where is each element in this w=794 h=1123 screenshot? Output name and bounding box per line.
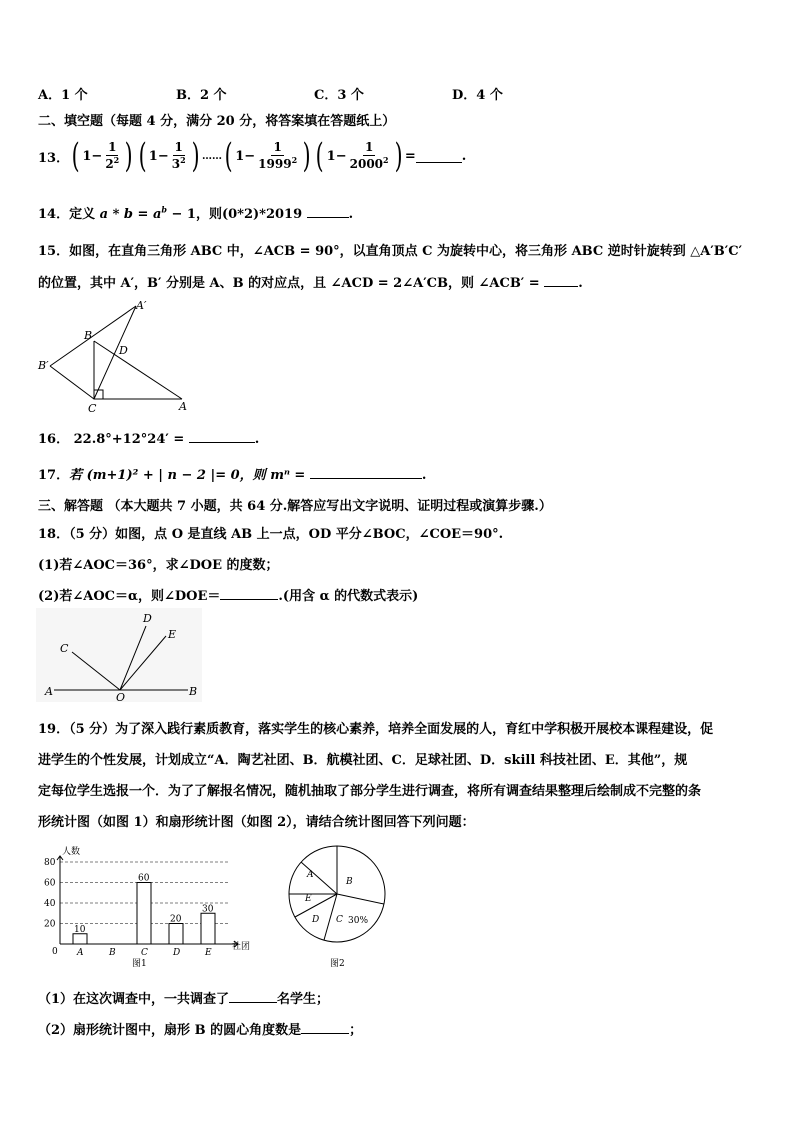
label-a-prime: A′ xyxy=(136,299,147,312)
q16-answer-blank[interactable] xyxy=(189,429,255,443)
q13-dots: …… xyxy=(201,150,222,162)
question-19-sub1: （1）在这次调查中，一共调查了 名学生； xyxy=(38,988,329,1007)
question-17: 17．若 (m+1)² + | n − 2 |= 0，则 mⁿ = . xyxy=(38,464,426,483)
question-16: 16． 22.8°+12°24′ = . xyxy=(38,428,259,447)
q13-fraction-1: $\frac{1}{2^2}$ xyxy=(105,140,120,171)
bar-category-label: B xyxy=(109,948,116,958)
figure-15-triangle xyxy=(30,296,200,416)
section3-title: 三、解答题 （本大题共 7 小题，共 64 分.解答应写出文字说明、证明过程或演算步骤.） xyxy=(38,499,552,514)
q13-number: 13． xyxy=(38,150,70,166)
question-15-line2: 的位置，其中 A′，B′ 分别是 A、B 的对应点，且 ∠ACD = 2∠A′CB，则 ∠ACB′ = . xyxy=(38,272,583,291)
bar-chart-y-tick-label: 40 xyxy=(44,899,56,909)
pie-label-a: A xyxy=(307,870,314,880)
paren-open: ( xyxy=(71,136,80,176)
label-c: C xyxy=(88,402,97,415)
label-a: A xyxy=(45,685,53,698)
bar-chart-y-tick-label: 80 xyxy=(44,858,56,868)
pie-chart-figure-2 xyxy=(280,842,400,972)
segment-b1a1 xyxy=(50,306,136,366)
bar-category-label: A xyxy=(77,948,84,958)
bar-c xyxy=(137,883,151,945)
figure-18-angles xyxy=(36,608,202,702)
question-19-line2: 进学生的个性发展，计划成立“A．陶艺社团、B．航模社团、C．足球社团、D．skill 科技社团、E．其他”，规 xyxy=(38,753,688,768)
pie-divider xyxy=(337,894,384,904)
question-13: 13． ( 1 − $\frac{1}{2^2}$ ) ( 1 − $\frac{1}{3^2}$ ) …… ( 1 − $\frac{1}{1999^2}$ ) ( 1 − $\frac{1}{2000^2}$ ) = . xyxy=(38,136,467,176)
label-b: B xyxy=(189,685,198,698)
question-18-part1: (1)若∠AOC＝36°，求∠DOE 的度数； xyxy=(38,558,279,573)
bar-chart-y-tick-label: 20 xyxy=(44,919,56,930)
bar-category-label: E xyxy=(205,948,212,958)
q15-answer-blank[interactable] xyxy=(544,273,578,287)
q13-fraction-4: $\frac{1}{2000^2}$ xyxy=(349,140,389,171)
pie-label-e: E xyxy=(305,894,312,904)
figure-background xyxy=(36,608,202,702)
option-c: C．3 个 xyxy=(314,88,364,103)
question-19-line4: 形统计图（如图 1）和扇形统计图（如图 2），请结合统计图回答下列问题： xyxy=(38,815,475,830)
question-19-sub2: （2）扇形统计图中，扇形 B 的圆心角度数是 ； xyxy=(38,1019,362,1038)
bar-e xyxy=(201,913,215,944)
label-b: B xyxy=(84,329,93,342)
q17-answer-blank[interactable] xyxy=(310,465,422,479)
label-c: C xyxy=(60,642,69,655)
pie-label-c-percent: 30% xyxy=(348,916,369,926)
bar-data-label: 60 xyxy=(138,873,150,884)
paren-close: ) xyxy=(124,136,133,176)
q19-sub1-answer-blank[interactable] xyxy=(229,989,277,1003)
bar-chart-title: 图1 xyxy=(132,959,147,969)
bar-data-label: 10 xyxy=(74,924,86,935)
bar-chart-y-tick-label: 60 xyxy=(44,878,56,889)
bar-data-label: 30 xyxy=(202,904,214,915)
bar-category-label: D xyxy=(173,948,181,958)
q13-answer-blank[interactable] xyxy=(416,149,462,163)
bar-d xyxy=(169,924,183,945)
pie-label-b: B xyxy=(346,877,353,887)
q13-fraction-3: $\frac{1}{1999^2}$ xyxy=(258,140,298,171)
q18-answer-blank[interactable] xyxy=(220,586,278,600)
label-b-prime: B′ xyxy=(38,359,49,372)
segment-cb1 xyxy=(50,366,94,399)
label-e: E xyxy=(168,628,177,641)
question-14: 14．定义 $a * b = a^b - 1$，则(0*2)*2019 . xyxy=(38,204,354,222)
label-o: O xyxy=(116,691,126,702)
question-19-line1: 19．（5 分）为了深入践行素质教育，落实学生的核心素养，培养全面发展的人，育红中学积极开展校本课程建设，促 xyxy=(38,722,714,737)
q14-answer-blank[interactable] xyxy=(307,204,349,218)
option-d: D．4 个 xyxy=(452,88,503,103)
pie-label-c: C xyxy=(336,915,343,925)
bar-chart-y-label: 人数 xyxy=(62,847,81,857)
pie-divider xyxy=(295,894,337,917)
question-15-line1: 15．如图，在直角三角形 ABC 中，∠ACB = 90°，以直角顶点 C 为旋转中心，将三角形 ABC 逆时针旋转到 △A′B′C′ xyxy=(38,244,742,259)
label-d: D xyxy=(143,612,152,625)
question-18-part2: (2)若∠AOC＝α，则∠DOE＝ .(用含 α 的代数式表示) xyxy=(38,585,418,604)
q13-minus: − xyxy=(91,148,103,164)
paren-open: ( xyxy=(138,136,147,176)
pie-chart-title: 图2 xyxy=(330,959,345,969)
label-d: D xyxy=(119,344,128,357)
bar-category-label: C xyxy=(141,948,148,958)
q19-sub2-answer-blank[interactable] xyxy=(301,1020,349,1034)
q13-fraction-2: $\frac{1}{3^2}$ xyxy=(171,140,186,171)
section2-title: 二、填空题（每题 4 分，满分 20 分，将答案填在答题纸上） xyxy=(38,114,396,129)
bar-a xyxy=(73,934,87,944)
q13-equals: = xyxy=(404,148,416,164)
bar-chart-y-tick-label: 0 xyxy=(52,947,58,957)
option-b: B．2 个 xyxy=(176,88,227,103)
option-a: A．1 个 xyxy=(38,88,88,103)
bar-chart-x-label: 社团 xyxy=(232,942,251,952)
question-19-line3: 定每位学生选报一个．为了了解报名情况，随机抽取了部分学生进行调查，将所有调查结果整理后绘制成不完整的条 xyxy=(38,784,702,799)
right-angle-mark xyxy=(94,390,103,399)
bar-data-label: 20 xyxy=(170,914,182,925)
label-a: A xyxy=(179,400,187,413)
segment-ca1 xyxy=(94,306,136,399)
q13-one: 1 xyxy=(82,148,92,164)
pie-label-d: D xyxy=(312,915,320,925)
question-18-line1: 18．（5 分）如图，点 O 是直线 AB 上一点，OD 平分∠BOC，∠COE＝90°. xyxy=(38,527,504,542)
bar-chart-figure-1 xyxy=(36,842,276,972)
